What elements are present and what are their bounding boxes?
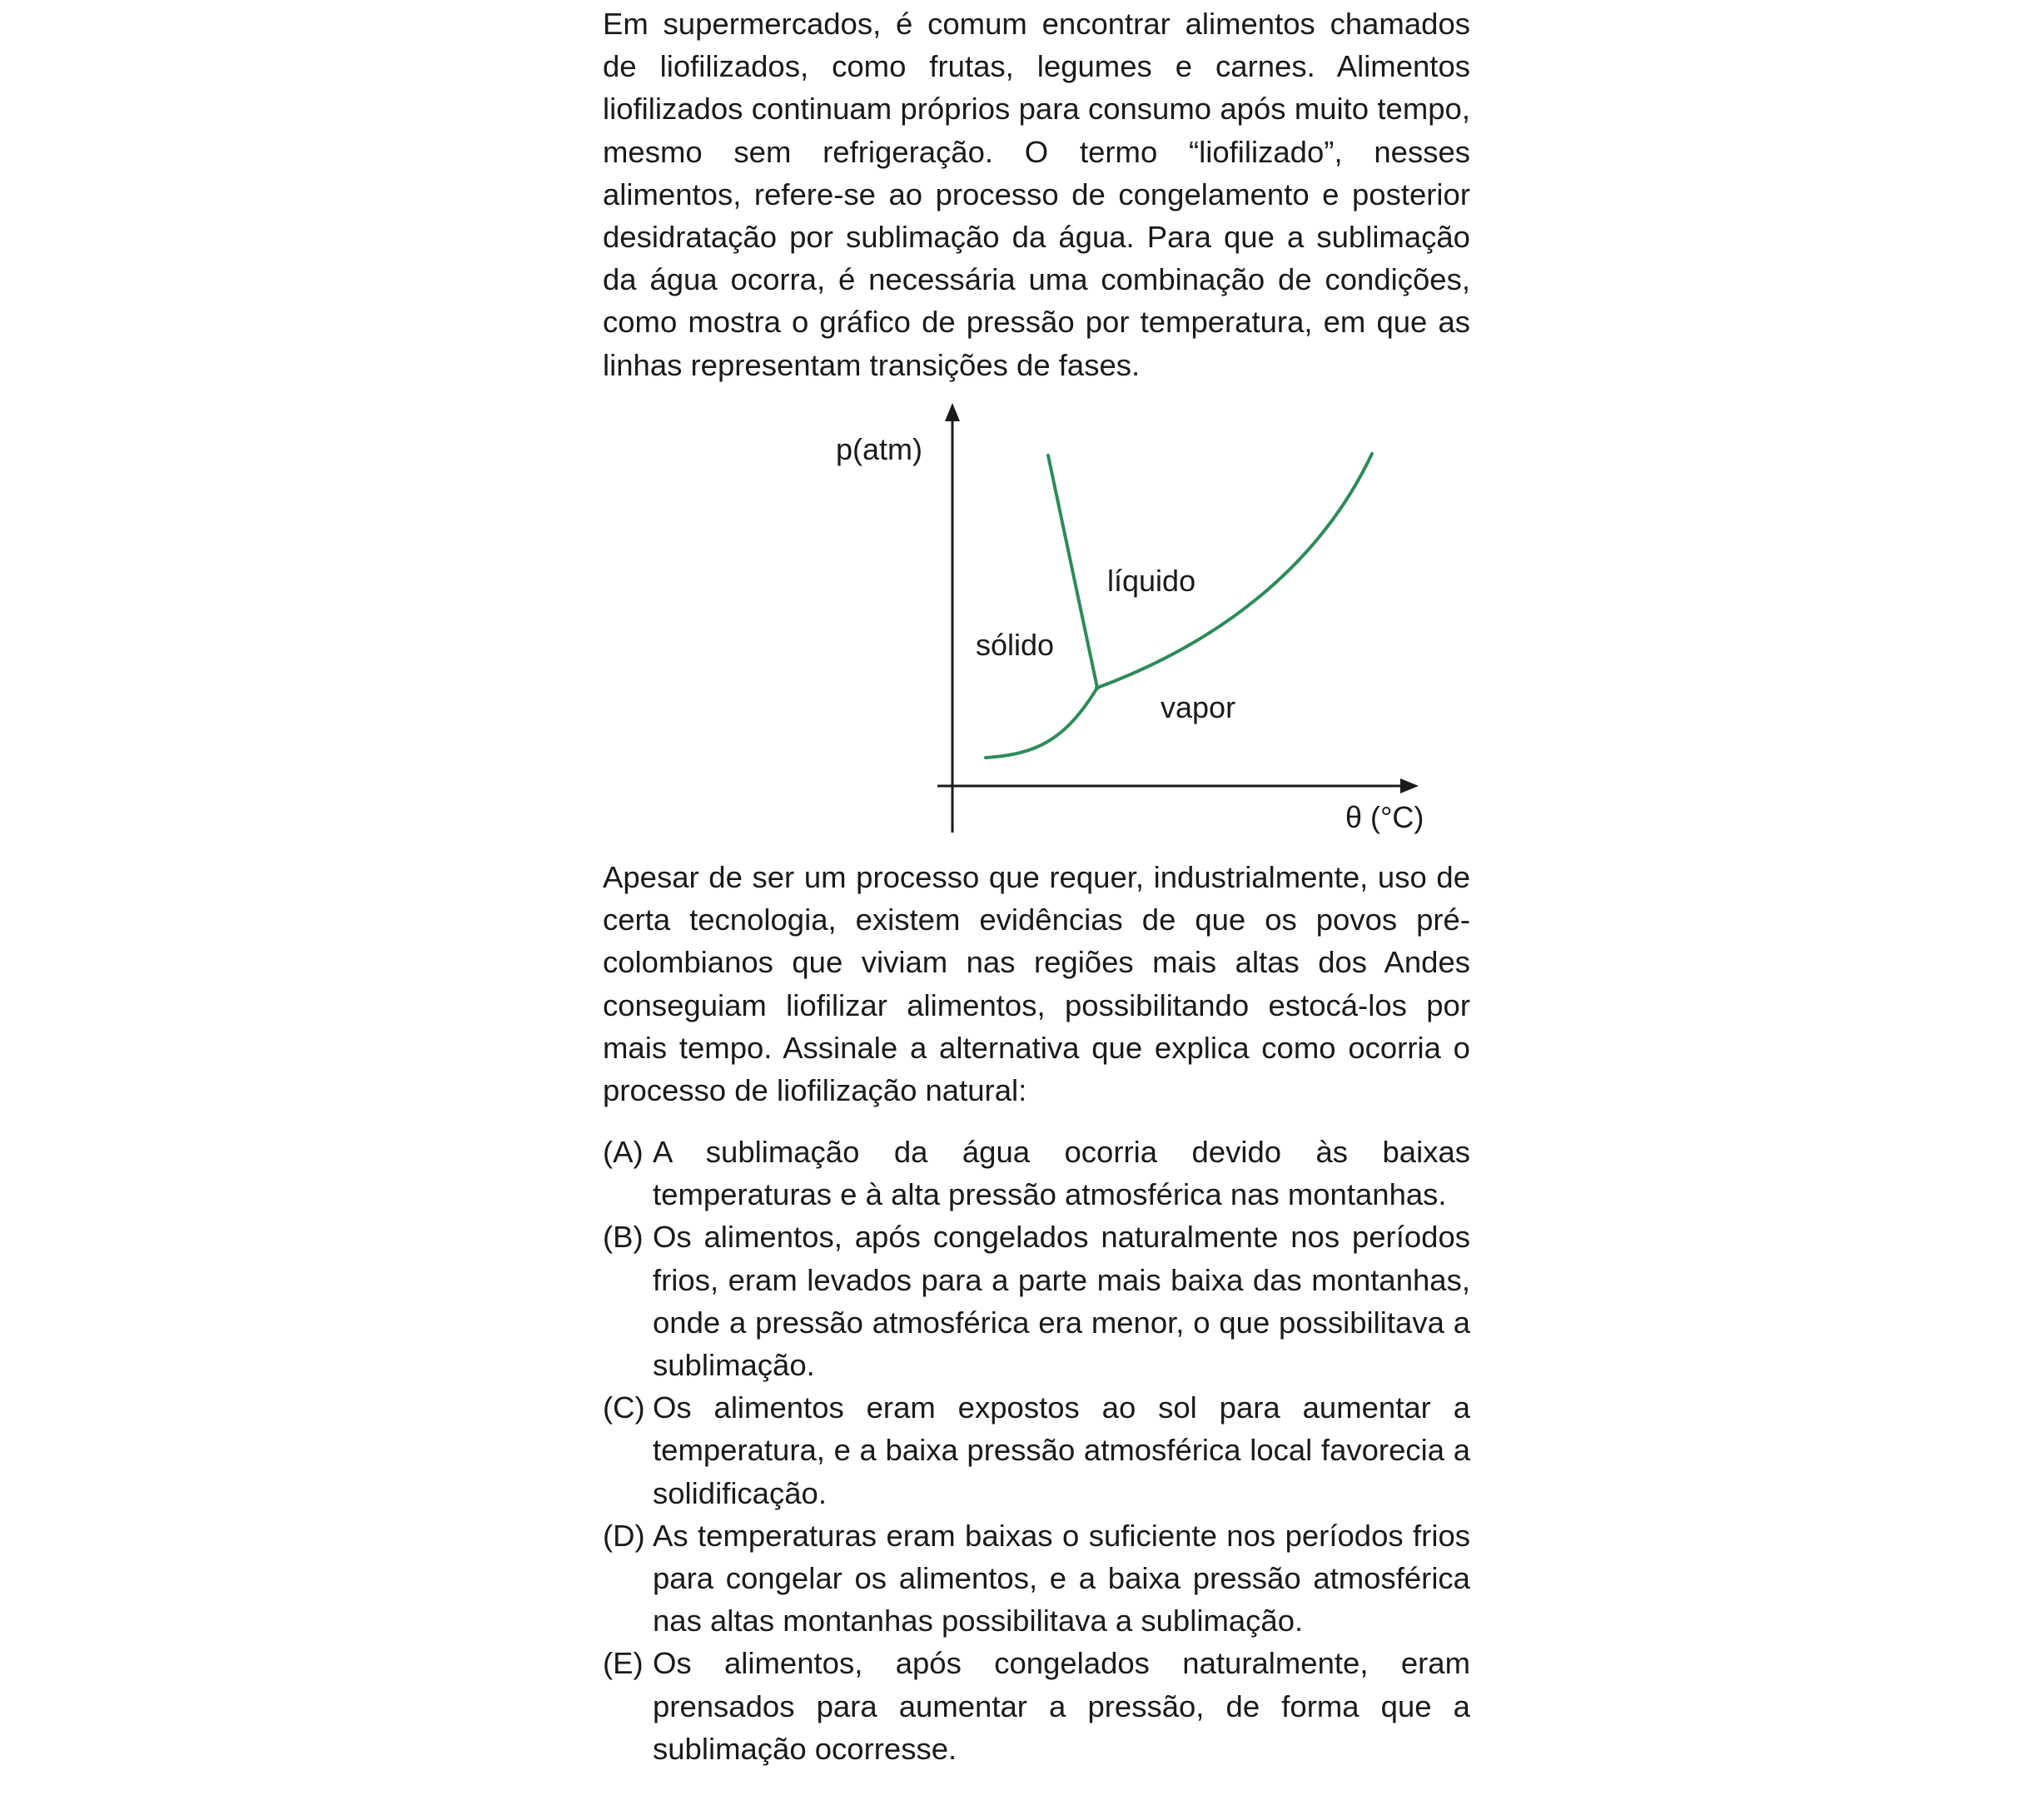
region-label-vapor: vapor (1161, 690, 1236, 724)
region-label-liquid: líquido (1107, 564, 1196, 598)
answer-options (603, 1131, 1470, 1770)
phase-diagram (753, 400, 1424, 841)
region-label-solid: sólido (976, 628, 1055, 662)
question-paragraph: Apesar de ser um processo que requer, industrialmente, uso de certa tecnologia, existem evidências de que os povos pré-colombianos que viviam nas regiões mais altas dos Andes conseguiam liofilizar alimentos, possibilitando estocá-los por mais tempo. Assinale a alternativa que explica como ocorria o processo de liofilização natural: (603, 860, 1470, 1108)
option-letter: (A) (603, 1135, 644, 1169)
option-letter: (C) (603, 1390, 645, 1425)
fusion-curve (1048, 455, 1097, 688)
option-text: As temperaturas eram baixas o suficiente nos períodos frios para congelar os alimentos, e a baixa pressão atmosférica nas altas montanhas possibilitava a sublimação. (653, 1518, 1470, 1638)
option-e[interactable] (603, 1642, 1470, 1770)
phase-diagram-graphic (753, 400, 1136, 841)
x-axis-arrowhead (1400, 778, 1419, 793)
question-page (603, 0, 1470, 1820)
option-a[interactable] (603, 1131, 1470, 1216)
y-axis-arrowhead (945, 403, 960, 421)
option-letter: (D) (603, 1518, 645, 1553)
intro-paragraph: Em supermercados, é comum encontrar alimentos chamados de liofilizados, como frutas, legumes e carnes. Alimentos liofilizados continuam próprios para consumo após muito tempo, mesmo sem refrigeração. O termo “liofilizado”, nesses alimentos, refere-se ao processo de congelamento e posterior desidratação por sublimação da água. Para que a sublimação da água ocorra, é necessária uma combinação de condições, como mostra o gráfico de pressão por temperatura, em que as linhas representam transições de fases. (603, 7, 1470, 382)
x-axis-label: θ (°C) (1345, 800, 1424, 834)
sublimation-curve (986, 688, 1097, 758)
option-text: Os alimentos, após congelados naturalmente, eram prensados para aumentar a pressão, de forma que a sublimação ocorresse. (653, 1646, 1470, 1766)
option-letter: (E) (603, 1646, 644, 1681)
y-axis-label: p(atm) (836, 432, 923, 466)
option-b[interactable] (603, 1216, 1470, 1386)
option-text: A sublimação da água ocorria devido às baixas temperaturas e à alta pressão atmosférica nas montanhas. (653, 1135, 1470, 1212)
option-letter: (B) (603, 1220, 644, 1255)
option-text: Os alimentos, após congelados naturalmente nos períodos frios, eram levados para a parte mais baixa das montanhas, onde a pressão atmosférica era menor, o que possibilitava a sublimação. (653, 1220, 1470, 1383)
option-text: Os alimentos eram expostos ao sol para aumentar a temperatura, e a baixa pressão atmosférica local favorecia a solidificação. (653, 1390, 1470, 1510)
option-d[interactable] (603, 1514, 1470, 1643)
option-c[interactable] (603, 1386, 1470, 1514)
triple-point (1095, 685, 1100, 690)
